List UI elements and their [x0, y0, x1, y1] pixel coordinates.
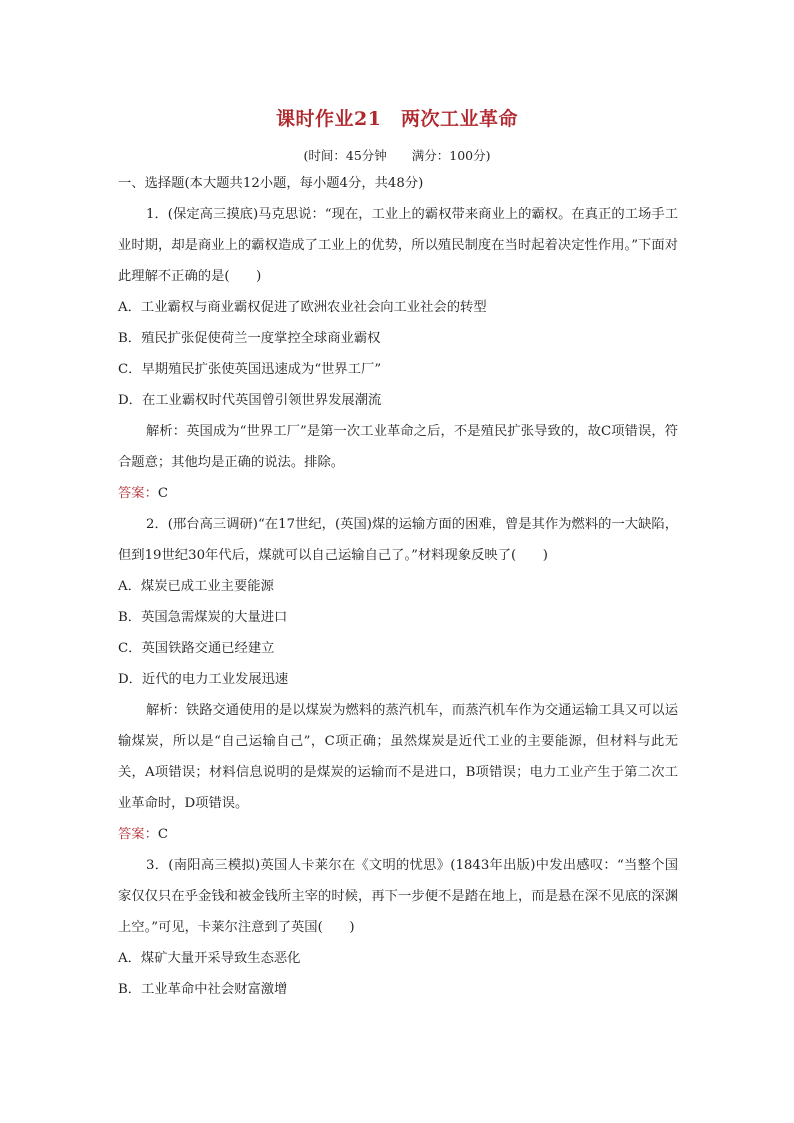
answer-label: 答案： [118, 827, 158, 842]
question-option: D．近代的电力工业发展迅速 [118, 672, 289, 687]
question-option: A．煤炭已成工业主要能源 [118, 579, 274, 594]
question-stem: 2．(邢台高三调研)“在17世纪，(英国)煤的运输方面的困难，曾是其作为燃料的一大缺陷，但到19世纪30年代后，煤就可以自己运输自己了。”材料现象反映了( ) [118, 517, 678, 563]
question-answer [118, 478, 678, 509]
page-subtitle: (时间：45分钟 满分：100分) [303, 148, 491, 163]
question-option: A．煤矿大量开采导致生态恶化 [118, 951, 301, 966]
document-body [118, 168, 678, 1005]
question-answer [118, 819, 678, 850]
question-option: C．英国铁路交通已经建立 [118, 641, 275, 656]
question-option: B．英国急需煤炭的大量进口 [118, 610, 288, 625]
question-option: B．殖民扩张促使荷兰一度掌控全球商业霸权 [118, 331, 381, 346]
section-heading: 一、选择题(本大题共12小题，每小题4分，共48分) [118, 176, 424, 191]
question-analysis: 解析：英国成为“世界工厂”是第一次工业革命之后，不是殖民扩张导致的，故C项错误，符合题意；其他均是正确的说法。排除。 [118, 424, 678, 470]
question-option: B．工业革命中社会财富激增 [118, 982, 288, 997]
question-option: C．早期殖民扩张使英国迅速成为“世界工厂” [118, 362, 382, 377]
question-option: D．在工业霸权时代英国曾引领世界发展潮流 [118, 393, 382, 408]
answer-value: C [157, 827, 169, 842]
question-stem: 1．(保定高三摸底)马克思说：“现在，工业上的霸权带来商业上的霸权。在真正的工场手工业时期，却是商业上的霸权造成了工业上的优势，所以殖民制度在当时起着决定性作用。”下面对此理解不正确的是( ) [118, 207, 678, 284]
page-title: 课时作业21 两次工业革命 [276, 108, 518, 130]
question-analysis: 解析：铁路交通使用的是以煤炭为燃料的蒸汽机车，而蒸汽机车作为交通运输工具又可以运输煤炭，所以是“自己运输自己”，C项正确；虽然煤炭是近代工业的主要能源，但材料与此无关，A项错误；材料信息说明的是煤炭的运输而不是进口，B项错误；电力工业产生于第二次工业革命时，D项错误。 [118, 703, 678, 811]
question-stem: 3．(南阳高三模拟)英国人卡莱尔在《文明的忧思》(1843年出版)中发出感叹：“当整个国家仅仅只在乎金钱和被金钱所主宰的时候，再下一步便不是踏在地上，而是悬在深不见底的深渊上空。”可见，卡莱尔注意到了英国( ) [118, 858, 678, 935]
question-option: A．工业霸权与商业霸权促进了欧洲农业社会向工业社会的转型 [118, 300, 487, 315]
answer-label: 答案： [118, 486, 158, 501]
answer-value: C [157, 486, 169, 501]
